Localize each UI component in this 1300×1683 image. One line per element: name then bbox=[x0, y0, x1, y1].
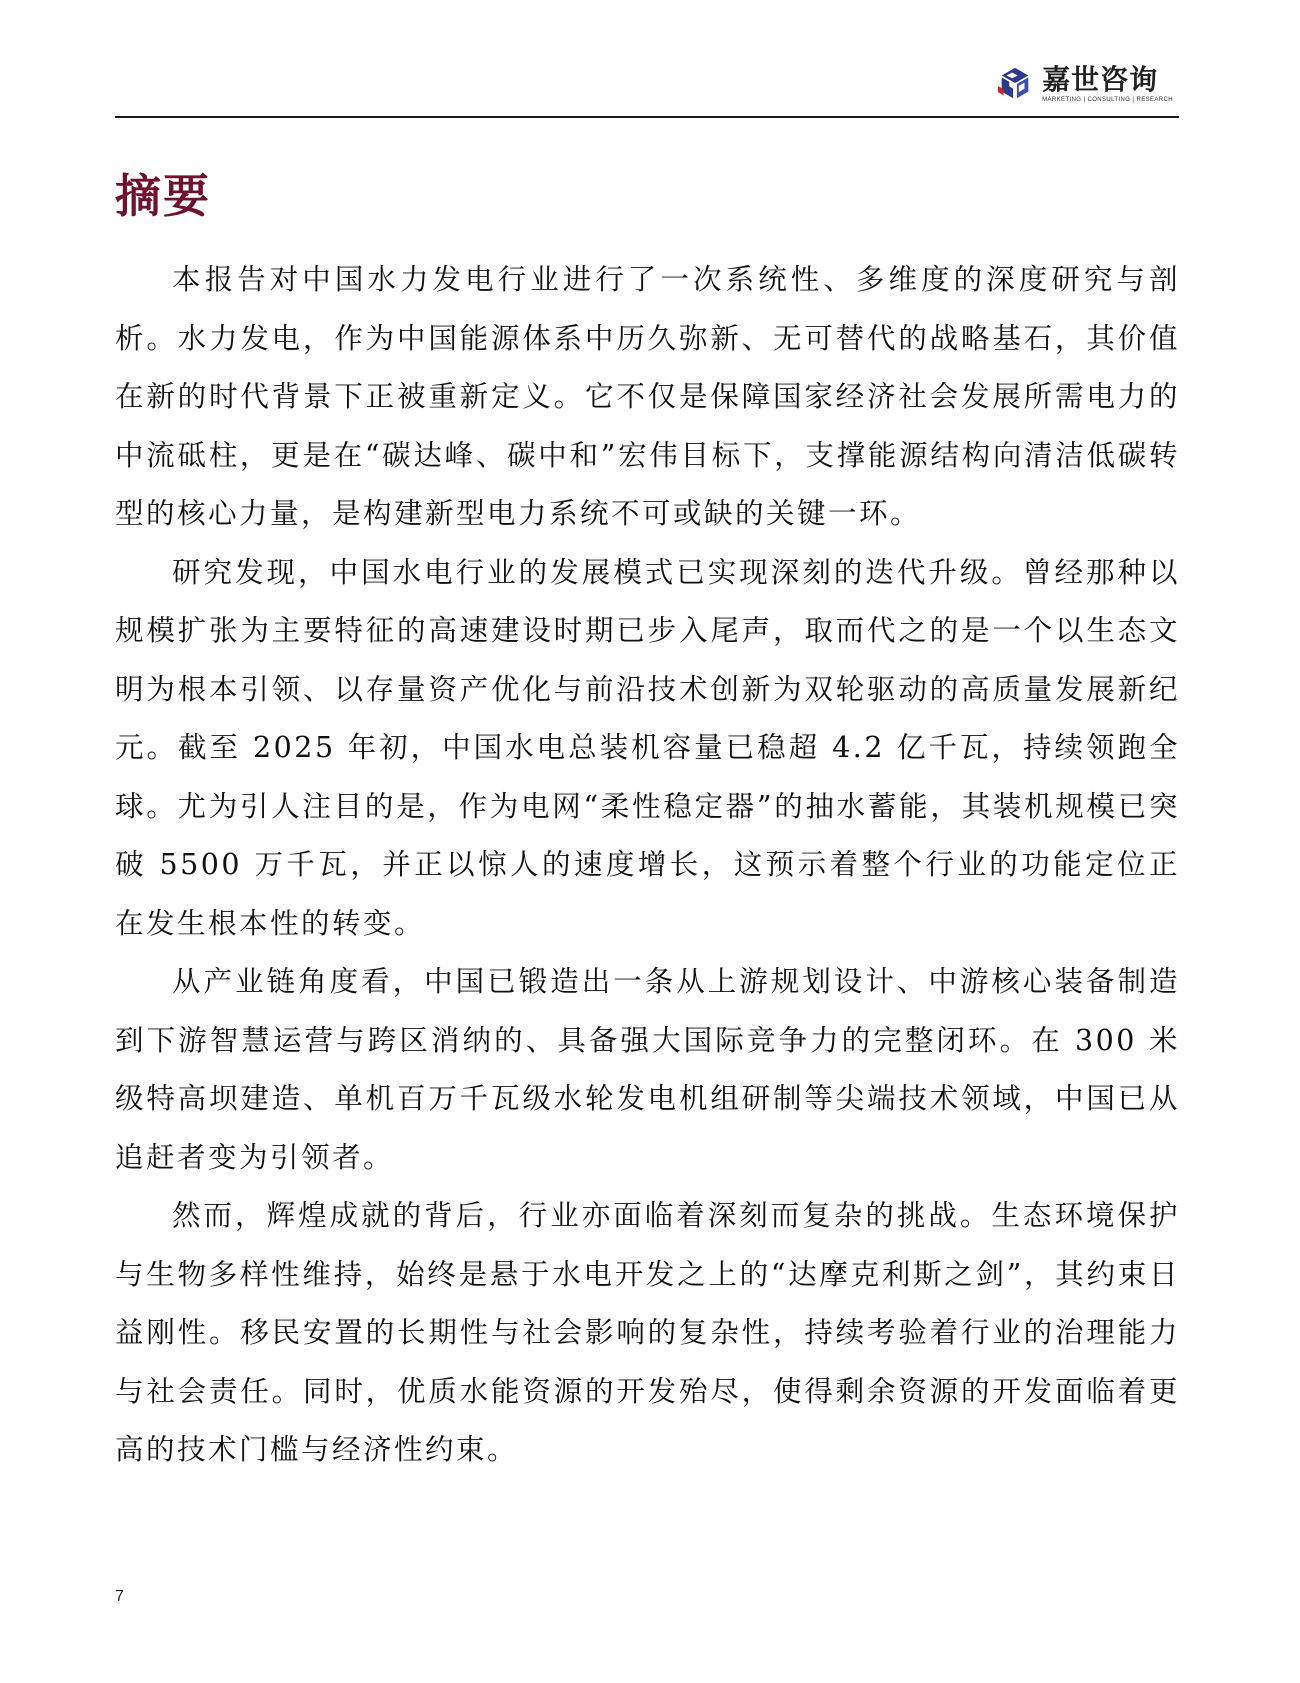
paragraph: 从产业链角度看，中国已锻造出一条从上游规划设计、中游核心装备制造到下游智慧运营与跨区消纳的、具备强大国际竞争力的完整闭环。在 300 米级特高坝建造、单机百万千瓦级水轮发电机组研制等尖端技术领域，中国已从追赶者变为引领者。 bbox=[115, 965, 1180, 1174]
cube-logo-icon bbox=[996, 65, 1034, 103]
logo-name: 嘉世咨询 bbox=[1042, 63, 1159, 96]
company-logo bbox=[996, 58, 1173, 110]
paragraph: 研究发现，中国水电行业的发展模式已实现深刻的迭代升级。曾经那种以规模扩张为主要特征的高速建设时期已步入尾声，取而代之的是一个以生态文明为根本引领、以存量资产优化与前沿技术创新为双轮驱动的高质量发展新纪元。截至 2025 年初，中国水电总装机容量已稳超 4.2 亿千瓦，持续领跑全球。尤为引人注目的是，作为电网“柔性稳定器”的抽水蓄能，其装机规模已突破 5500 万千瓦，并正以惊人的速度增长，这预示着整个行业的功能定位正在发生根本性的转变。 bbox=[115, 555, 1180, 940]
page-number: 7 bbox=[115, 1588, 124, 1605]
paragraph: 然而，辉煌成就的背后，行业亦面临着深刻而复杂的挑战。生态环境保护与生物多样性维持，始终是悬于水电开发之上的“达摩克利斯之剑”，其约束日益刚性。移民安置的长期性与社会影响的复杂性，持续考验着行业的治理能力与社会责任。同时，优质水能资源的开发殆尽，使得剩余资源的开发面临着更高的技术门槛与经济性约束。 bbox=[115, 1199, 1180, 1466]
abstract-body bbox=[115, 251, 1180, 1480]
page-header bbox=[115, 50, 1179, 118]
paragraph: 本报告对中国水力发电行业进行了一次系统性、多维度的深度研究与剖析。水力发电，作为中国能源体系中历久弥新、无可替代的战略基石，其价值在新的时代背景下正被重新定义。它不仅是保障国家经济社会发展所需电力的中流砥柱，更是在“碳达峰、碳中和”宏伟目标下，支撑能源结构向清洁低碳转型的核心力量，是构建新型电力系统不可或缺的关键一环。 bbox=[115, 263, 1180, 530]
section-title: 摘要 bbox=[115, 169, 211, 223]
logo-tagline: MARKETING | CONSULTING | RESEARCH bbox=[1042, 97, 1173, 103]
